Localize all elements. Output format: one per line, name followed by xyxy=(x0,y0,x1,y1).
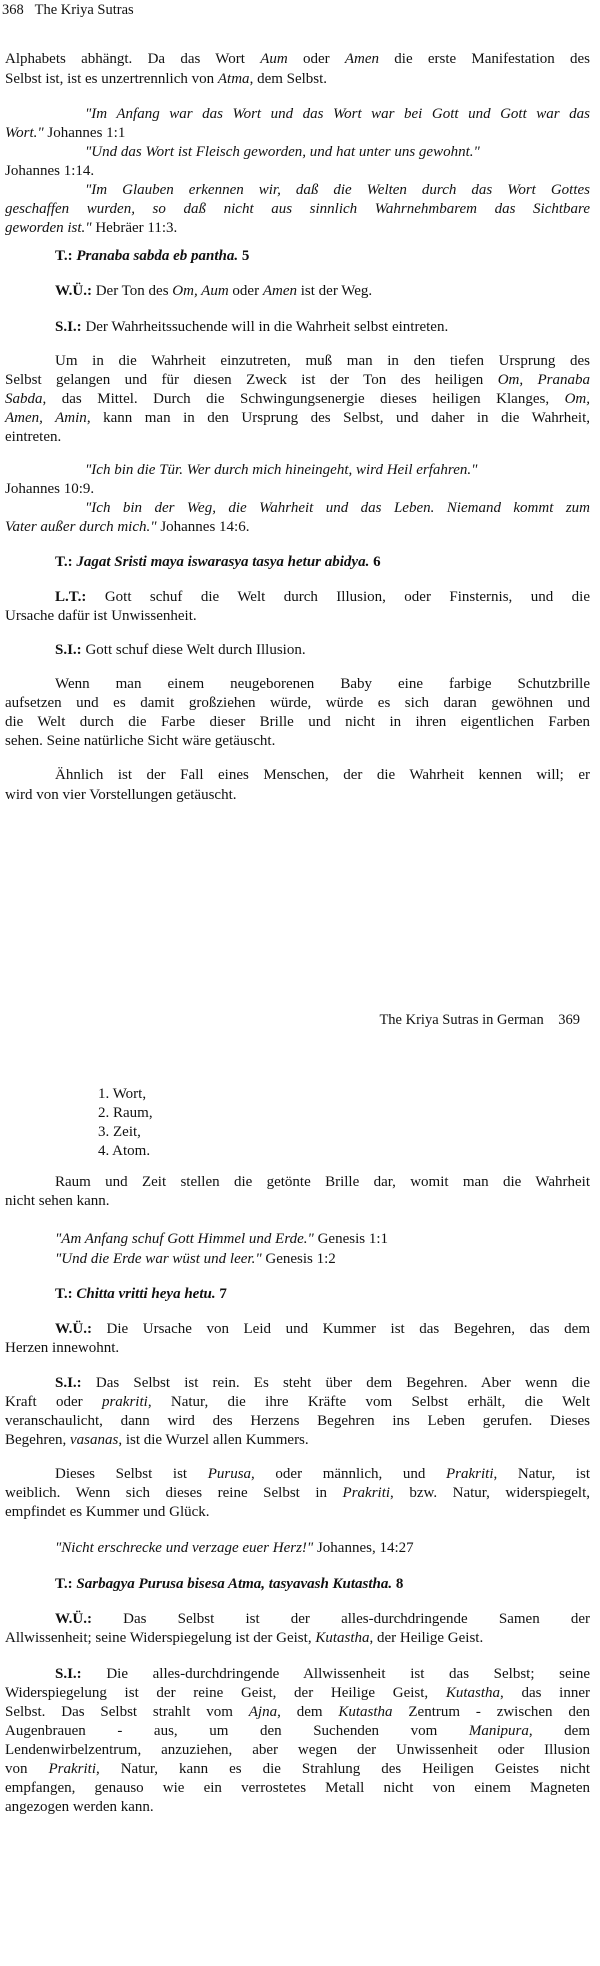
quote-line: "Am Anfang schuf Gott Himmel und Erde." Genesis 1:1 xyxy=(55,1231,388,1247)
paragraph-line: Raum und Zeit stellen die getönte Brille dar, womit man die Wahrheit xyxy=(55,1174,590,1190)
translation-7-cont: Herzen innewohnt. xyxy=(5,1340,120,1356)
quote-line: "Und das Wort ist Fleisch geworden, und hat unter uns gewohnt." xyxy=(85,144,480,160)
quote-line: "Im Glauben erkennen wir, daß die Welten durch das Wort Gottes xyxy=(85,182,590,198)
page-369 xyxy=(0,1000,600,1966)
running-head-left xyxy=(2,2,134,19)
paragraph-line: veranschaulicht, dann wird des Herzens Begehren ins Leben gerufen. Dieses xyxy=(5,1413,590,1429)
paragraph-line: Wenn man einem neugeborenen Baby eine farbige Schutzbrille xyxy=(55,676,590,692)
paragraph-line: Amen, Amin, kann man in den Ursprung des Selbst, und daher in die Wahrheit, xyxy=(5,410,590,426)
list-item: 4. Atom. xyxy=(98,1143,151,1159)
quote-line: "Im Anfang war das Wort und das Wort war bei Gott und Gott war das xyxy=(85,106,590,122)
paragraph-line: empfindet es Kummer und Glück. xyxy=(5,1504,210,1520)
quote-line: "Und die Erde war wüst und leer." Genesis 1:2 xyxy=(55,1251,336,1267)
paragraph-line: Selbst gelangen und für diesen Zweck ist der Ton des heiligen Om, Pranaba xyxy=(5,372,590,388)
paragraph-line: empfangen, genauso wie ein verrostetes Metall nicht von einem Magneten xyxy=(5,1780,590,1796)
translation-8: W.Ü.: Das Selbst ist der alles-durchdringende Samen der xyxy=(55,1611,591,1627)
sutra-6: T.: Jagat Sristi maya iswarasya tasya hetur abidya. 6 xyxy=(55,554,381,570)
interpretation-7: S.I.: Das Selbst ist rein. Es steht über dem Begehren. Aber wenn die xyxy=(55,1375,590,1391)
paragraph-line: angezogen werden kann. xyxy=(5,1799,154,1815)
quote-line: Wort." Johannes 1:1 xyxy=(5,125,126,141)
sutra-5: T.: Pranaba sabda eb pantha. 5 xyxy=(55,248,250,264)
paragraph-line: aufsetzen und es damit großziehen würde, würde es sich daran gewöhnen und xyxy=(5,695,590,711)
quote-line: "Ich bin der Weg, die Wahrheit und das Leben. Niemand kommt zum xyxy=(85,500,590,516)
quote-line: "Ich bin die Tür. Wer durch mich hineingeht, wird Heil erfahren." xyxy=(85,462,478,478)
paragraph-line: wird von vier Vorstellungen getäuscht. xyxy=(5,787,237,803)
paragraph-line: Kraft oder prakriti, Natur, die ihre Kräfte vom Selbst erhält, die Welt xyxy=(5,1394,590,1410)
paragraph-line: weiblich. Wenn sich dieses reine Selbst in Prakriti, bzw. Natur, widerspiegelt, xyxy=(5,1485,590,1501)
paragraph-line: Lendenwirbelzentrum, anzuziehen, aber wegen der Unwissenheit oder Illusion xyxy=(5,1742,590,1758)
quote-line: Vater außer durch mich." Johannes 14:6. xyxy=(5,519,250,535)
page-number: 368 xyxy=(2,2,24,18)
paragraph-line: von Prakriti, Natur, kann es die Strahlung des Heiligen Geistes nicht xyxy=(5,1761,590,1777)
paragraph-line: Selbst. Das Selbst strahlt vom Ajna, dem Kutastha Zentrum - zwischen den xyxy=(5,1704,590,1720)
interpretation-6: S.I.: Gott schuf diese Welt durch Illusion. xyxy=(55,642,306,658)
quote-ref: Johannes 10:9. xyxy=(5,481,95,497)
book-title: The Kriya Sutras xyxy=(34,2,134,18)
quote-line: "Nicht erschrecke und verzage euer Herz!" Johannes, 14:27 xyxy=(55,1540,414,1556)
paragraph-line: Widerspiegelung ist der reine Geist, der Heilige Geist, Kutastha, das inner xyxy=(5,1685,590,1701)
list-item: 1. Wort, xyxy=(98,1086,147,1102)
list-item: 2. Raum, xyxy=(98,1105,153,1121)
paragraph-line: die Welt durch die Farbe dieser Brille und nicht in ihren eigentlichen Farben xyxy=(5,714,590,730)
text-line: Alphabets abhängt. Da das Wort Aum oder Amen die erste Manifestation des xyxy=(5,51,590,67)
sutra-7: T.: Chitta vritti heya hetu. 7 xyxy=(55,1286,227,1302)
list-item: 3. Zeit, xyxy=(98,1124,141,1140)
quote-ref: Johannes 1:14. xyxy=(5,163,95,179)
book-title: The Kriya Sutras in German xyxy=(379,1012,544,1028)
paragraph-line: Sabda, das Mittel. Durch die Schwingungsenergie dieses heiligen Klanges, Om, xyxy=(5,391,590,407)
paragraph-line: nicht sehen kann. xyxy=(5,1193,110,1209)
paragraph-line: Ähnlich ist der Fall eines Menschen, der die Wahrheit kennen will; er xyxy=(55,767,590,783)
quote-line: geworden ist." Hebräer 11:3. xyxy=(5,220,178,236)
translation-7: W.Ü.: Die Ursache von Leid und Kummer ist das Begehren, das dem xyxy=(55,1321,590,1337)
paragraph-line: eintreten. xyxy=(5,429,62,445)
translation-8-cont: Allwissenheit; seine Widerspiegelung ist der Geist, Kutastha, der Heilige Geist. xyxy=(5,1630,484,1646)
paragraph-line: Um in die Wahrheit einzutreten, muß man in den tiefen Ursprung des xyxy=(55,353,590,369)
translation-6-cont: Ursache dafür ist Unwissenheit. xyxy=(5,608,197,624)
paragraph-line: sehen. Seine natürliche Sicht wäre getäuscht. xyxy=(5,733,276,749)
translation-5: W.Ü.: Der Ton des Om, Aum oder Amen ist der Weg. xyxy=(55,283,373,299)
page-number: 369 xyxy=(558,1012,580,1028)
paragraph-line: Augenbrauen - aus, um den Suchenden vom Manipura, dem xyxy=(5,1723,590,1739)
interpretation-8: S.I.: Die alles-durchdringende Allwissenheit ist das Selbst; seine xyxy=(55,1666,590,1682)
sutra-8: T.: Sarbagya Purusa bisesa Atma, tasyavash Kutastha. 8 xyxy=(55,1576,404,1592)
interpretation-5: S.I.: Der Wahrheitssuchende will in die Wahrheit selbst eintreten. xyxy=(55,319,449,335)
text-line: Selbst ist, ist es unzertrennlich von Atma, dem Selbst. xyxy=(5,71,328,87)
numbered-list xyxy=(98,1085,153,1161)
paragraph-line: Begehren, vasanas, ist die Wurzel allen Kummers. xyxy=(5,1432,309,1448)
running-head-right xyxy=(379,1012,580,1029)
translation-6: L.T.: Gott schuf die Welt durch Illusion, oder Finsternis, und die xyxy=(55,589,590,605)
paragraph-line: Dieses Selbst ist Purusa, oder männlich, und Prakriti, Natur, ist xyxy=(55,1466,590,1482)
quote-line: geschaffen wurden, so daß nicht aus sinnlich Wahrnehmbarem das Sichtbare xyxy=(5,201,590,217)
